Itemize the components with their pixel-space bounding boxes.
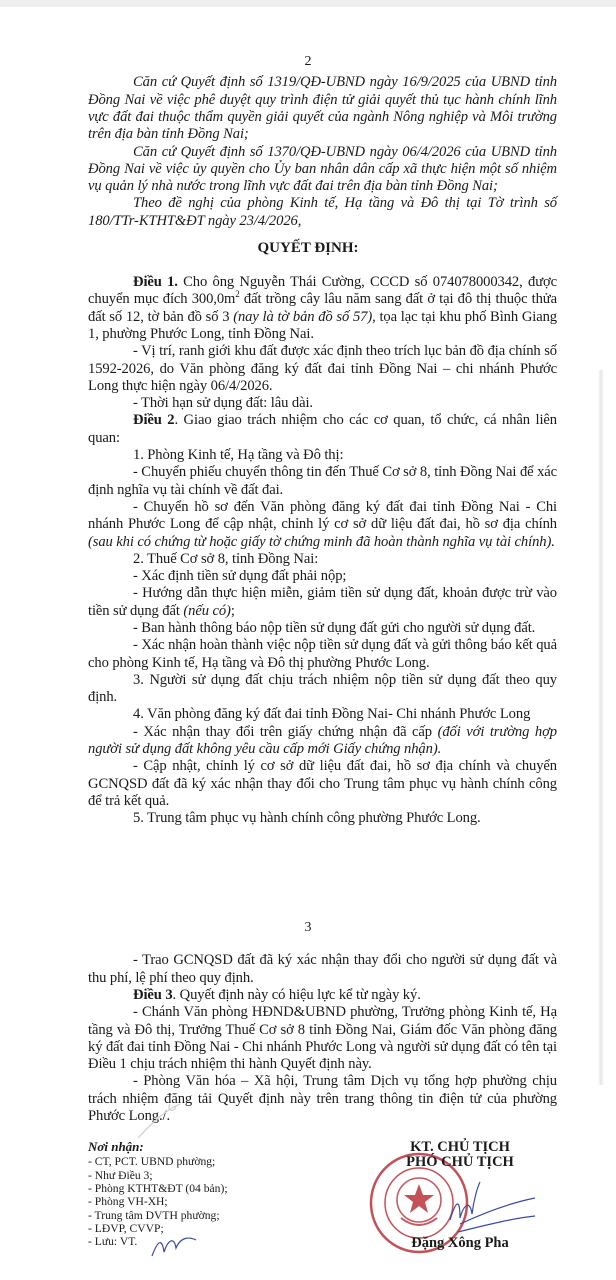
paragraph: - Chánh Văn phòng HĐND&UBND phường, Trưởng phòng Kinh tế, Hạ tầng và Đô thị, Trưởng Thuế Cơ sở 8 tỉnh Đồng Nai, Giám đốc Văn phòng đăng ký đất đai tỉnh Đồng Nai - Chi nhánh Phước Long và người sử dụng đất có tên tại Điều 1 chịu trách nhiệm thi hành Quyết định này. <box>88 1004 558 1073</box>
signer-name: Đặng Xông Pha <box>411 1235 509 1251</box>
signer-title: KT. CHỦ TỊCH <box>410 1139 510 1155</box>
recipient-item: - Phòng KTHT&ĐT (04 bản); <box>88 1182 228 1196</box>
text: - Hướng dẫn thực hiện miễn, giảm tiền sử dụng đất, khoản được trừ vào tiền sử dụng đất <box>88 585 557 619</box>
recipient-item: - Lưu: VT. <box>88 1235 138 1249</box>
article-2 <box>88 412 557 447</box>
note: (đối với trường hợp người sử dụng đất không yêu cầu cấp mới Giấy chứng nhận). <box>88 723 557 758</box>
recipient-item: - Trung tâm DVTH phường; <box>88 1208 220 1222</box>
page-number: 3 <box>304 920 312 935</box>
paragraph: - Cập nhật, chỉnh lý cơ sở dữ liệu đất đai, hồ sơ địa chính và chuyển GCNQSD đất đã ký xác nhận thay đổi cho Trung tâm phục vụ hành chính công để trả kết quả. <box>88 758 557 809</box>
scrollbar[interactable] <box>598 370 604 1085</box>
recipient-item: - Phòng VH-XH; <box>88 1195 168 1209</box>
section-title: 2. Thuế Cơ sở 8, tỉnh Đồng Nai: <box>133 550 319 567</box>
section-title: 5. Trung tâm phục vụ hành chính công phường Phước Long. <box>133 810 481 827</box>
paragraph: - Ban hành thông báo nộp tiền sử dụng đất gửi cho người sử dụng đất. <box>133 620 536 636</box>
recipient-item: - CT, PCT. UBND phường; <box>88 1155 216 1169</box>
paragraph: - Chuyển phiếu chuyển thông tin đến Thuế Cơ sở 8, tỉnh Đồng Nai để xác định nghĩa vụ tài chính về đất đai. <box>88 464 558 498</box>
preamble-paragraph: Theo đề nghị của phòng Kinh tế, Hạ tầng và Đô thị tại Tờ trình số 180/TTr-KTHT&ĐT ngày 23/4/2026, <box>88 195 557 229</box>
preamble <box>88 74 557 230</box>
recipient-item: - Như Điều 3; <box>88 1168 153 1182</box>
article-1 <box>88 274 557 343</box>
note: (sau khi có chứng từ hoặc giấy tờ chứng minh đã hoàn thành nghĩa vụ tài chính). <box>88 533 555 550</box>
signature-icon <box>430 1180 540 1240</box>
page-2-content <box>88 74 557 827</box>
initial-mark-icon <box>130 1100 190 1140</box>
recipients-list <box>88 1139 338 1248</box>
text: ; <box>230 602 235 619</box>
signer-position: PHÓ CHỦ TỊCH <box>406 1154 514 1170</box>
article-text: . Quyết định này có hiệu lực kể từ ngày ký. <box>172 986 421 1003</box>
paragraph <box>88 499 557 551</box>
viewer-top-bar <box>0 0 616 7</box>
article-note: (nay là tờ bản đồ số 57) <box>233 308 373 325</box>
paragraph <box>88 585 557 620</box>
section-title: 3. Người sử dụng đất chịu trách nhiệm nộp tiền sử dụng đất theo quy định. <box>88 671 557 706</box>
article-label: Điều 1. <box>133 274 178 291</box>
recipient-item: - LĐVP, CVVP; <box>88 1222 164 1236</box>
article-text: đất trồng cây lâu năm sang đất ở tại đô thị thuộc thửa đất số 12, tờ bản đồ số 3 <box>88 291 557 325</box>
recipients-title: Nơi nhận: <box>88 1139 144 1155</box>
article-label: Điều 3 <box>133 986 173 1003</box>
paragraph: - Vị trí, ranh giới khu đất được xác định theo trích lục bản đồ địa chính số 1592-2026, do Văn phòng đăng ký đất đai tỉnh Đồng Nai – chi nhánh Phước Long thực hiện ngày 06/4/2026. <box>88 343 557 394</box>
decision-heading: QUYẾT ĐỊNH: <box>257 240 359 257</box>
decision-body <box>88 274 557 828</box>
initial-signature-icon <box>150 1230 200 1260</box>
article-label: Điều 2 <box>133 412 175 429</box>
page-number: 2 <box>304 54 312 69</box>
preamble-paragraph: Căn cứ Quyết định số 1370/QĐ-UBND ngày 06/4/2026 của UBND tỉnh Đồng Nai về việc ủy quyền cho Ủy ban nhân dân cấp xã thực hiện một số nhiệm vụ quản lý nhà nước trong lĩnh vực đất đai trên địa bàn tỉnh Đồng Nai; <box>88 143 557 195</box>
preamble-paragraph: Căn cứ Quyết định số 1319/QĐ-UBND ngày 16/9/2025 của UBND tỉnh Đồng Nai về việc phê duyệt quy trình điện tử giải quyết thủ tục hành chính lĩnh vực đất đai thuộc thẩm quyền giải quyết của ngành Nông nghiệp và Môi trường trên địa bàn tỉnh Đồng Nai; <box>88 74 557 143</box>
article-text: . Giao giao trách nhiệm cho các cơ quan, tổ chức, cá nhân liên quan: <box>88 412 557 446</box>
article-text: Cho ông Nguyễn Thái Cường, CCCD số 074078000342, được chuyển mục đích 300,0m <box>88 274 557 308</box>
article-3 <box>88 987 557 1004</box>
note: (nếu có) <box>183 602 231 619</box>
paragraph <box>88 724 557 759</box>
text: - Xác nhận thay đổi trên giấy chứng nhận đã cấp <box>133 723 438 740</box>
superscript: 2 <box>235 289 240 300</box>
section-title: 1. Phòng Kinh tế, Hạ tầng và Đô thị: <box>133 447 344 464</box>
section-title: 4. Văn phòng đăng ký đất đai tỉnh Đồng Nai- Chi nhánh Phước Long <box>133 706 531 723</box>
paragraph: - Phòng Văn hóa – Xã hội, Trung tâm Dịch vụ tổng hợp phường chịu trách nhiệm đăng tải Quyết định này trên trang thông tin điện tử của phường Phước Long./. <box>88 1073 557 1125</box>
paragraph: - Thời hạn sử dụng đất: lâu dài. <box>133 395 313 412</box>
paragraph: - Xác nhận hoàn thành việc nộp tiền sử dụng đất và gửi thông báo kết quả cho phòng Kinh tế, Hạ tầng và Đô thị phường Phước Long. <box>88 637 557 671</box>
article-text: , tọa lạc tại khu phố Bình Giang 1, phường Phước Long, tỉnh Đồng Nai. <box>88 308 557 342</box>
paragraph: - Xác định tiền sử dụng đất phải nộp; <box>133 568 347 585</box>
text: - Chuyển hồ sơ đến Văn phòng đăng ký đất đai tỉnh Đồng Nai - Chi nhánh Phước Long để cập nhật, chỉnh lý cơ sở dữ liệu đất đai, hồ sơ địa chính <box>88 498 557 533</box>
paragraph: - Trao GCNQSD đất đã ký xác nhận thay đổi cho người sử dụng đất và thu phí, lệ phí theo quy định. <box>88 952 557 986</box>
